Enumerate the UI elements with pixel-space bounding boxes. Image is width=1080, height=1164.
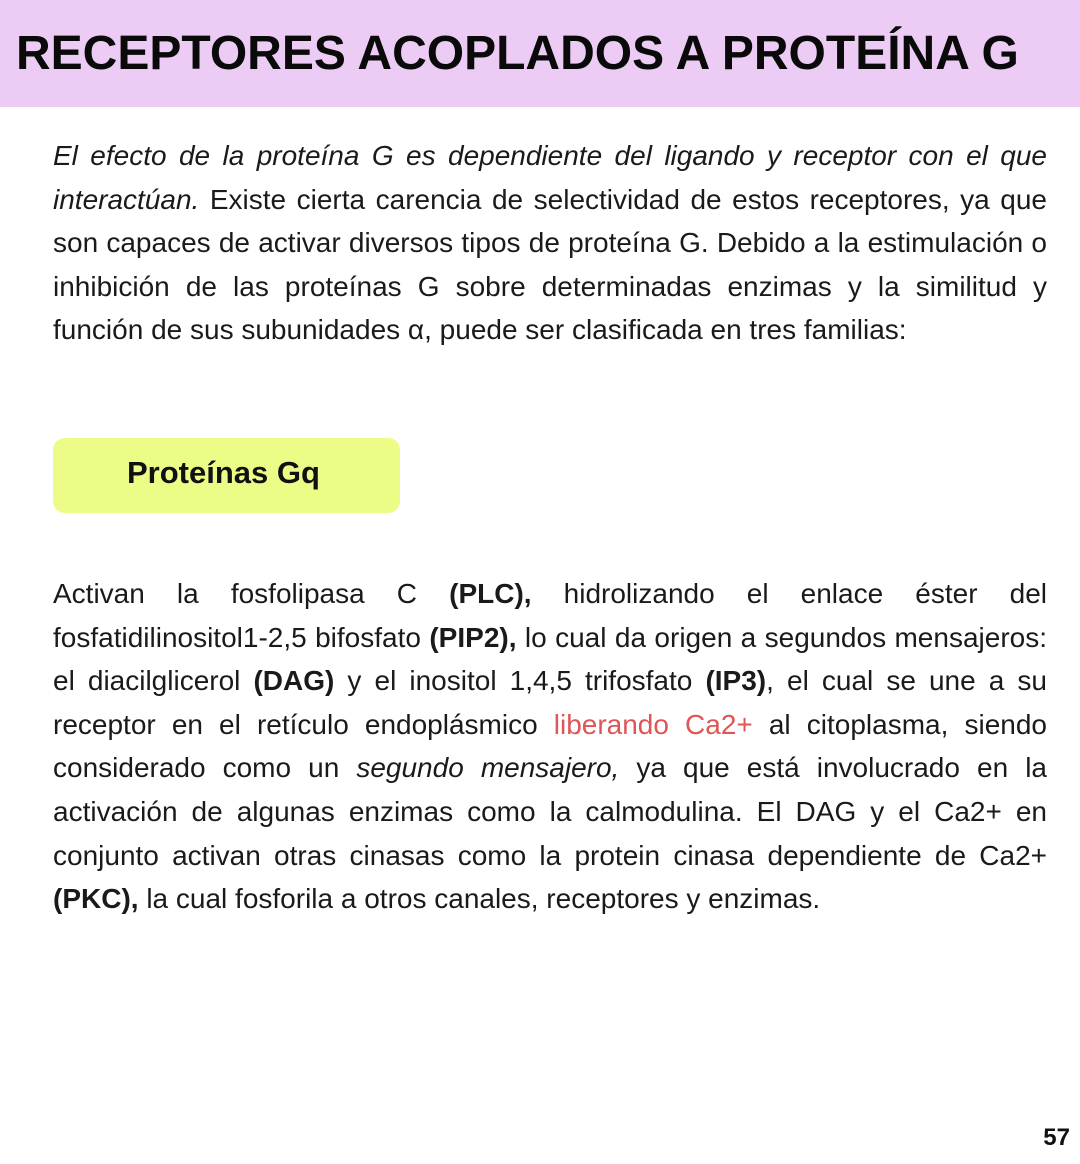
gq-paragraph: [53, 572, 1047, 921]
section-label: Proteínas Gq: [127, 455, 320, 490]
intro-text: Existe cierta carencia de selectividad de estos receptores, ya que son capaces de activar diversos tipos de proteína G. Debido a la estimulación o inhibición de las proteínas G sobre determinadas enzimas y la similitud y función de sus subunidades α, puede ser clasificada en tres familias:: [53, 183, 1047, 346]
page-header: [0, 0, 1080, 107]
text-segment: Activan la fosfolipasa C: [53, 578, 450, 609]
text-segment: al citoplasma, siendo considerado como un: [53, 708, 1047, 784]
page-title: RECEPTORES ACOPLADOS A PROTEÍNA G: [16, 27, 1019, 80]
intro-paragraph: [53, 134, 1047, 352]
bold-term: (PKC),: [53, 883, 139, 915]
section-label-box: [53, 438, 400, 513]
italic-term: segundo mensajero,: [356, 752, 620, 784]
intro-italic: El efecto de la proteína G es dependiente del ligando y receptor con el que interactúan.: [53, 140, 1047, 215]
text-segment: y el inositol 1,4,5 trifosfato: [334, 665, 706, 697]
bold-term: (PIP2),: [429, 621, 517, 653]
text-segment: , el cual se une a su receptor en el retículo endoplásmico: [53, 665, 1048, 740]
highlighted-text: liberando Ca2+: [553, 708, 753, 740]
text-segment: la cual fosforila a otros canales, receptores y enzimas.: [138, 883, 821, 915]
text-segment: hidrolizando el enlace éster del fosfatidilinositol1-2,5 bifosfato: [53, 578, 1047, 653]
text-segment: ya que está involucrado en la activación de algunas enzimas como la calmodulina. El DAG y el Ca2+ en conjunto activan otras cinasas como la protein cinasa dependiente de Ca2+: [53, 752, 1047, 871]
bold-term: (PLC),: [449, 578, 532, 609]
page-number: 57: [1043, 1124, 1070, 1151]
bold-term: (IP3): [705, 665, 767, 697]
text-segment: lo cual da origen a segundos mensajeros: el diacilglicerol: [53, 621, 1047, 697]
bold-term: (DAG): [253, 665, 335, 697]
